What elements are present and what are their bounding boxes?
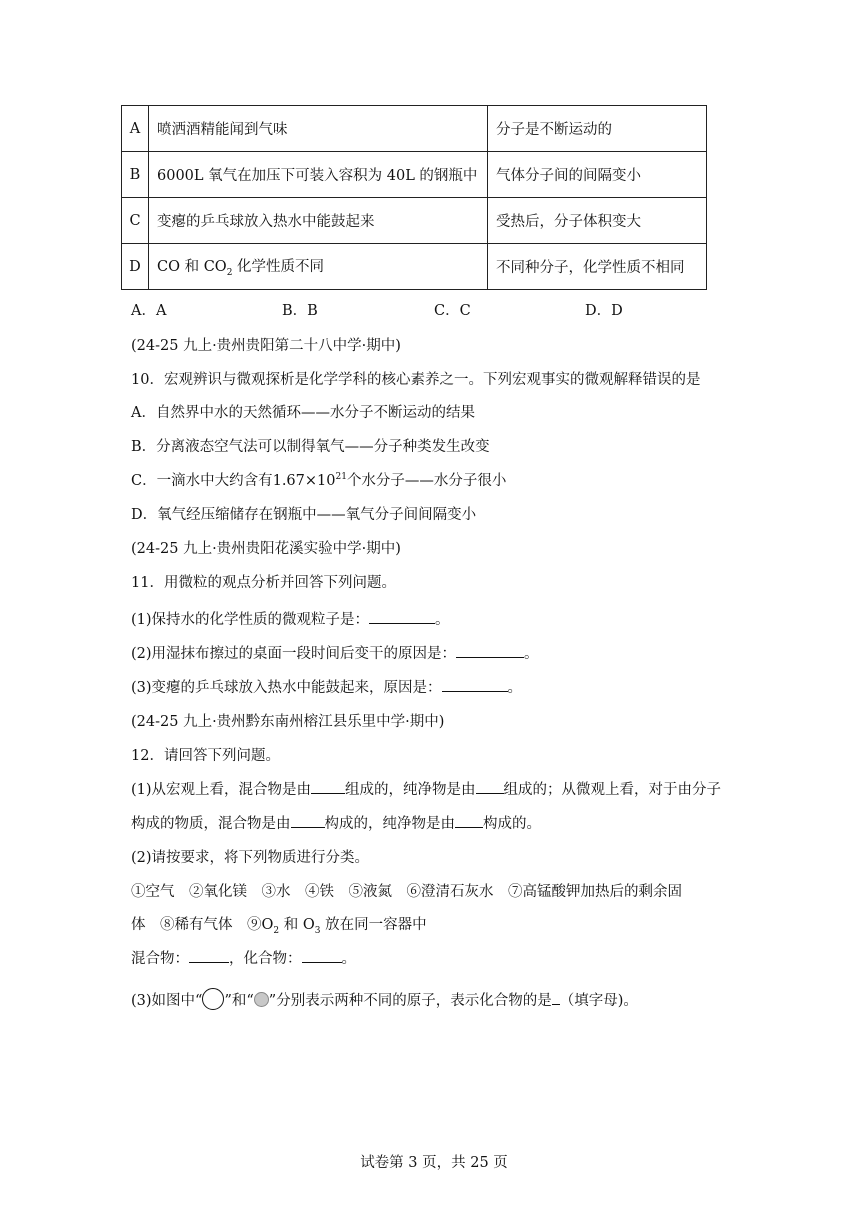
- table-row: [122, 152, 707, 198]
- question-text: 组成的，纯净物是由: [345, 782, 476, 798]
- fact-text: 化学性质不同: [232, 259, 325, 276]
- option-c[interactable]: C．C: [434, 303, 471, 319]
- question-text: (3)如图中“: [131, 993, 203, 1009]
- page-footer: 试卷第 3 页，共 25 页: [360, 1155, 508, 1171]
- question-text: (1)从宏观上看，混合物是由: [131, 782, 312, 798]
- fact-cell: 变瘪的乒乓球放入热水中能鼓起来: [149, 198, 488, 244]
- q12-part1-line1: [131, 778, 721, 799]
- question-text: (3)变瘪的乒乓球放入热水中能鼓起来，原因是：: [131, 680, 442, 696]
- option-b[interactable]: B．B: [282, 303, 318, 319]
- option-text: C．一滴水中大约含有: [131, 473, 273, 489]
- q11-part2: [131, 642, 539, 663]
- table-row: [122, 198, 707, 244]
- row-label: C: [122, 198, 149, 244]
- row-label: B: [122, 152, 149, 198]
- question-text: (2)用湿抹布擦过的桌面一段时间后变干的原因是：: [131, 646, 457, 662]
- q11-part3: [131, 676, 522, 697]
- q12-stem: 12．请回答下列问题。: [131, 748, 280, 764]
- question-text: 构成的物质，混合物是由: [131, 816, 291, 832]
- explanation-cell: 分子是不断运动的: [488, 106, 707, 152]
- fact-cell: 6000L 氧气在加压下可装入容积为 40L 的钢瓶中: [149, 152, 488, 198]
- q10-option-d[interactable]: D．氧气经压缩储存在钢瓶中——氧气分子间间隔变小: [131, 507, 477, 523]
- number: 1.67×10: [272, 473, 336, 489]
- q10-option-b[interactable]: B．分离液态空气法可以制得氧气——分子种类发生改变: [131, 439, 490, 455]
- subscript: 2: [273, 925, 280, 936]
- subscript: 3: [314, 925, 321, 936]
- row-label: A: [122, 106, 149, 152]
- q10-stem: 10．宏观辨识与微观探析是化学学科的核心素养之一。下列宏观事实的微观解释错误的是: [131, 372, 701, 388]
- period: 。: [507, 680, 523, 696]
- q12-part1-line2: [131, 812, 541, 833]
- question-text: 混合物：: [131, 951, 189, 967]
- answer-blank[interactable]: [302, 948, 342, 963]
- question-text: ”分别表示两种不同的原子，表示化合物的是: [268, 993, 552, 1009]
- q10-option-c[interactable]: [131, 469, 506, 490]
- question-text: 组成的；从微观上看，对于由分子: [503, 782, 722, 798]
- question-text: 构成的，纯净物是由: [324, 816, 455, 832]
- answer-blank[interactable]: [189, 948, 229, 963]
- explanation-cell: 气体分子间的间隔变小: [488, 152, 707, 198]
- question-text: （填字母)。: [559, 993, 638, 1009]
- answer-blank[interactable]: [369, 609, 435, 624]
- q9-table: [121, 105, 707, 290]
- fact-cell: 喷洒酒精能闻到气味: [149, 106, 488, 152]
- q11-stem: 11．用微粒的观点分析并回答下列问题。: [131, 575, 396, 591]
- q11-source: (24-25 九上·贵州贵阳花溪实验中学·期中): [131, 541, 401, 557]
- table-row: [122, 106, 707, 152]
- item-text: 放在同一容器中: [320, 917, 427, 933]
- question-text: ，化合物：: [229, 951, 302, 967]
- item-text: 和 O: [279, 917, 315, 933]
- option-d[interactable]: D．D: [585, 303, 623, 319]
- q10-source: (24-25 九上·贵州贵阳第二十八中学·期中): [131, 338, 401, 354]
- gray-atom-icon: [254, 992, 269, 1007]
- subscript: 2: [226, 267, 233, 278]
- item-text: 体 ⑧稀有气体 ⑨O: [131, 917, 274, 933]
- period: 。: [524, 646, 539, 662]
- white-atom-icon: [202, 988, 224, 1010]
- question-text: (1)保持水的化学性质的微观粒子是：: [131, 612, 370, 628]
- answer-blank[interactable]: [476, 779, 504, 794]
- answer-blank[interactable]: [442, 677, 508, 692]
- answer-blank[interactable]: [456, 643, 524, 658]
- exponent: 21: [335, 472, 347, 483]
- fact-cell: [149, 244, 488, 290]
- fact-text: CO 和 CO: [157, 259, 227, 276]
- explanation-cell: 受热后，分子体积变大: [488, 198, 707, 244]
- period: 。: [435, 612, 450, 628]
- question-text: 构成的。: [483, 816, 541, 832]
- q12-part3: [131, 988, 638, 1010]
- answer-blank[interactable]: [291, 813, 325, 828]
- explanation-cell: 不同种分子，化学性质不相同: [488, 244, 707, 290]
- row-label: D: [122, 244, 149, 290]
- q12-items-line1: ①空气 ②氧化镁 ③水 ④铁 ⑤液氮 ⑥澄清石灰水 ⑦高锰酸钾加热后的剩余固: [131, 884, 682, 900]
- period: 。: [341, 951, 356, 967]
- q12-source: (24-25 九上·贵州黔东南州榕江县乐里中学·期中): [131, 714, 445, 730]
- q12-items-line2: [131, 913, 427, 936]
- q10-option-a[interactable]: A．自然界中水的天然循环——水分子不断运动的结果: [131, 405, 475, 421]
- option-text: 个水分子——水分子很小: [346, 473, 507, 489]
- answer-blank[interactable]: [311, 779, 345, 794]
- table-row: [122, 244, 707, 290]
- q12-part2: (2)请按要求，将下列物质进行分类。: [131, 850, 370, 866]
- answer-blank[interactable]: [552, 990, 560, 1005]
- answer-blank[interactable]: [455, 813, 483, 828]
- question-text: ”和“: [224, 993, 254, 1009]
- q11-part1: [131, 608, 450, 629]
- q12-classify: [131, 947, 356, 968]
- option-a[interactable]: A．A: [131, 303, 167, 319]
